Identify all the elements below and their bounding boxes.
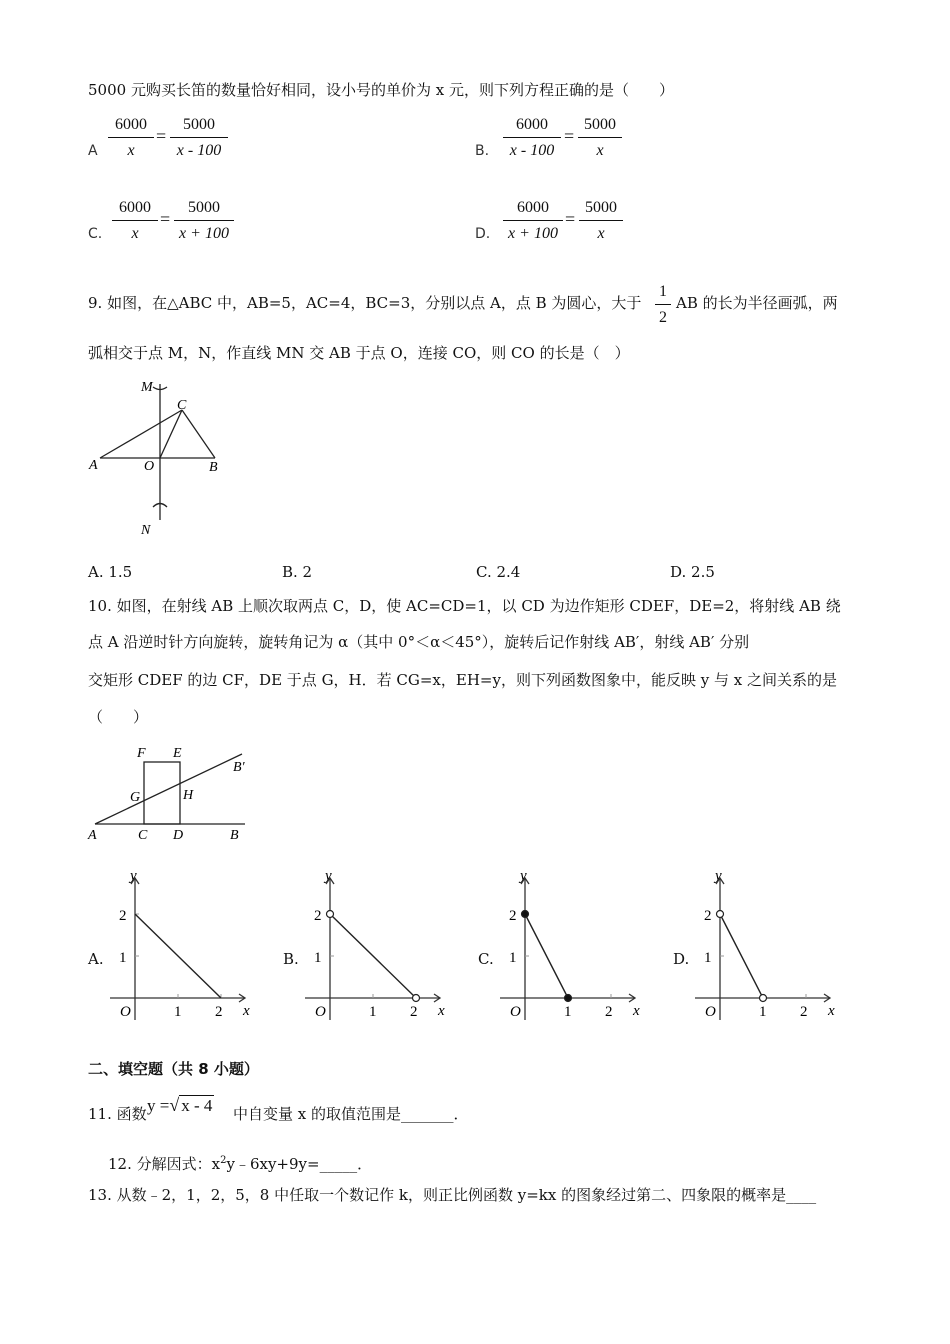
q10-graph-option-b bbox=[280, 870, 450, 1030]
y-tick-label-2: 2 bbox=[119, 908, 127, 924]
y-tick-label-1: 1 bbox=[704, 950, 712, 966]
label-a: A bbox=[89, 458, 98, 473]
graph-option-label: D. bbox=[673, 950, 690, 968]
q13-text: 13. 从数﹣2，1，2，5，8 中任取一个数记作 k，则正比例函数 y=kx 的图象经过第二、四象限的概率是____ bbox=[88, 1186, 817, 1204]
fraction-left: $\frac{6000}{x}$ bbox=[112, 198, 158, 244]
q9-triangle-figure bbox=[85, 372, 245, 542]
graph-option-label: C. bbox=[478, 950, 494, 968]
label-e: E bbox=[173, 746, 182, 761]
x-tick-label-2: 2 bbox=[605, 1004, 613, 1020]
function-graph bbox=[495, 870, 645, 1030]
q9-option-a: A. 1.5 bbox=[88, 563, 133, 581]
x-axis-label: x bbox=[828, 1003, 835, 1019]
label-c: C bbox=[138, 828, 148, 843]
fraction-right: $\frac{5000}{x + 100}$ bbox=[174, 198, 234, 244]
label-c: C bbox=[177, 398, 187, 413]
origin-label: O bbox=[120, 1004, 131, 1020]
label-m: M bbox=[141, 380, 153, 395]
x-axis-label: x bbox=[633, 1003, 640, 1019]
equals-sign: = bbox=[160, 209, 171, 229]
function-graph bbox=[105, 870, 255, 1030]
x-tick-label-2: 2 bbox=[800, 1004, 808, 1020]
label-n: N bbox=[141, 523, 151, 538]
function-line bbox=[525, 914, 568, 998]
q9-option-d: D. 2.5 bbox=[670, 563, 715, 581]
label-a: A bbox=[88, 828, 97, 843]
y-axis-label: y bbox=[325, 870, 332, 884]
rectangle-cdef bbox=[144, 762, 180, 824]
end-point-marker bbox=[565, 995, 572, 1002]
function-line bbox=[135, 914, 221, 998]
function-line bbox=[330, 914, 416, 998]
label-h: H bbox=[183, 788, 194, 803]
q11-formula: y =√ x - 4 bbox=[147, 1095, 213, 1115]
x-tick-label-1: 1 bbox=[174, 1004, 182, 1020]
graph-option-label: B. bbox=[283, 950, 299, 968]
q9-stem-line1a: 9. 如图，在△ABC 中，AB=5，AC=4，BC=3，分别以点 A，点 B 为圆心，大于 bbox=[88, 294, 642, 312]
ray-ab-prime bbox=[95, 754, 242, 824]
origin-label: O bbox=[510, 1004, 521, 1020]
q11-suffix: 中自变量 x 的取值范围是_______． bbox=[233, 1105, 469, 1123]
option-label: A bbox=[88, 143, 98, 159]
label-b: B bbox=[209, 460, 218, 475]
q10-stem-line4: （ ） bbox=[88, 708, 149, 726]
fraction-left: $\frac{6000}{x + 100}$ bbox=[503, 198, 563, 244]
x-tick-label-1: 1 bbox=[369, 1004, 377, 1020]
q10-graph-option-a bbox=[85, 870, 255, 1030]
q8-stem-tail: 5000 元购买长笛的数量恰好相同，设小号的单价为 x 元，则下列方程正确的是（ ） bbox=[88, 81, 674, 99]
start-point-marker bbox=[522, 911, 529, 918]
q12-text: 12. 分解因式：$x^2y﹣6xy+9y=\_\_\_\_\_$． bbox=[108, 1155, 373, 1173]
option-label: C. bbox=[88, 226, 103, 242]
fraction-right: $\frac{5000}{x}$ bbox=[579, 198, 623, 244]
segment-bc bbox=[182, 410, 215, 458]
origin-label: O bbox=[315, 1004, 326, 1020]
origin-label: O bbox=[705, 1004, 716, 1020]
label-f: F bbox=[137, 746, 146, 761]
y-tick-label-1: 1 bbox=[314, 950, 322, 966]
label-g: G bbox=[130, 790, 141, 805]
y-axis-label: y bbox=[715, 870, 722, 884]
q10-stem-line2: 点 A 沿逆时针方向旋转，旋转角记为 α（其中 0°＜α＜45°），旋转后记作射线 AB′，射线 AB′ 分别 bbox=[88, 633, 750, 651]
segment-co bbox=[160, 410, 182, 458]
x-tick-label-1: 1 bbox=[564, 1004, 572, 1020]
q11-prefix: 11. 函数 bbox=[88, 1105, 147, 1123]
equals-sign: = bbox=[156, 126, 167, 146]
q10-graph-option-d bbox=[670, 870, 840, 1030]
fraction-right: $\frac{5000}{x}$ bbox=[578, 115, 622, 161]
label-o: O bbox=[144, 459, 155, 474]
y-tick-label-1: 1 bbox=[509, 950, 517, 966]
section-heading: 二、填空题（共 8 小题） bbox=[88, 1060, 259, 1078]
end-point-marker bbox=[760, 995, 767, 1002]
start-point-marker bbox=[327, 911, 334, 918]
q9-option-b: B. 2 bbox=[282, 563, 313, 581]
function-graph bbox=[690, 870, 840, 1030]
x-axis-label: x bbox=[438, 1003, 445, 1019]
q10-stem-line3: 交矩形 CDEF 的边 CF，DE 于点 G，H．若 CG=x，EH=y，则下列函数图象中，能反映 y 与 x 之间关系的是 bbox=[88, 671, 837, 689]
q9-stem-line1b: AB 的长为半径画弧，两 bbox=[676, 294, 838, 312]
label-d: D bbox=[173, 828, 184, 843]
q10-graph-option-c bbox=[475, 870, 645, 1030]
q10-stem-line1: 10. 如图，在射线 AB 上顺次取两点 C，D，使 AC=CD=1，以 CD 为边作矩形 CDEF，DE=2，将射线 AB 绕 bbox=[88, 597, 841, 615]
y-tick-label-1: 1 bbox=[119, 950, 127, 966]
y-axis-label: y bbox=[520, 870, 527, 884]
x-tick-label-1: 1 bbox=[759, 1004, 767, 1020]
fraction-left: $\frac{6000}{x - 100}$ bbox=[503, 115, 561, 161]
option-label: D. bbox=[475, 226, 491, 242]
q9-option-c: C. 2.4 bbox=[476, 563, 521, 581]
end-point-marker bbox=[413, 995, 420, 1002]
x-tick-label-2: 2 bbox=[410, 1004, 418, 1020]
x-axis-label: x bbox=[243, 1003, 250, 1019]
equals-sign: = bbox=[565, 209, 576, 229]
start-point-marker bbox=[717, 911, 724, 918]
q9-stem-line2: 弧相交于点 M，N，作直线 MN 交 AB 于点 O，连接 CO，则 CO 的长是（ ） bbox=[88, 344, 630, 362]
y-axis-label: y bbox=[130, 870, 137, 884]
fraction-right: $\frac{5000}{x - 100}$ bbox=[170, 115, 228, 161]
x-tick-label-2: 2 bbox=[215, 1004, 223, 1020]
fraction-left: $\frac{6000}{x}$ bbox=[108, 115, 154, 161]
equals-sign: = bbox=[564, 126, 575, 146]
graph-option-label: A. bbox=[88, 950, 104, 968]
label-b: B bbox=[230, 828, 239, 843]
function-graph bbox=[300, 870, 450, 1030]
label-b-prime: B′ bbox=[233, 760, 245, 775]
y-tick-label-2: 2 bbox=[314, 908, 322, 924]
segment-ac bbox=[100, 410, 182, 458]
q9-half-fraction: $\frac{1}{2}$ bbox=[655, 282, 671, 328]
y-tick-label-2: 2 bbox=[509, 908, 517, 924]
option-label: B. bbox=[475, 143, 490, 159]
q10-rectangle-figure bbox=[85, 740, 260, 845]
y-tick-label-2: 2 bbox=[704, 908, 712, 924]
function-line bbox=[720, 914, 763, 998]
